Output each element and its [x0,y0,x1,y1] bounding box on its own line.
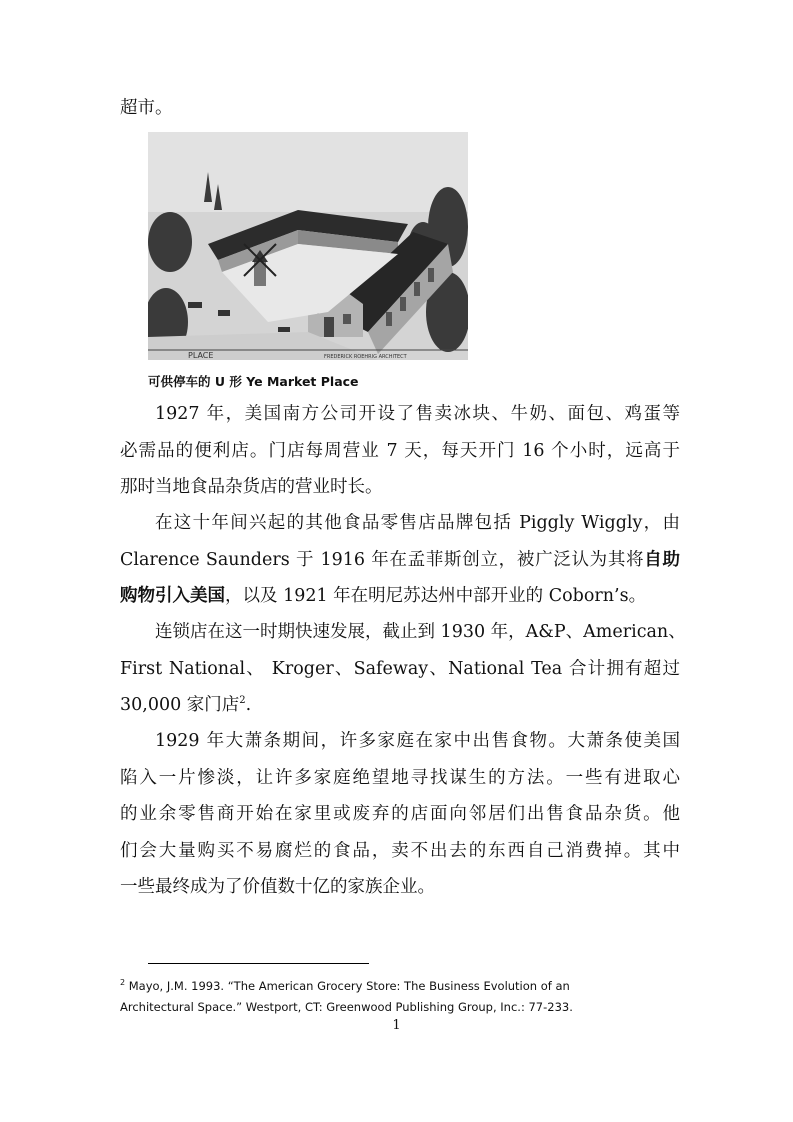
emphasis-text: 自助 [644,549,680,570]
text-line [120,687,680,724]
paragraph-4 [120,723,680,906]
footnote-text: Mayo, J.M. 1993. “The American Grocery Store: The Business Evolution of an [125,979,570,993]
text-run: Clarence Saunders 于 1916 年在孟菲斯创立，被广泛认为其将 [120,549,645,570]
footnote-reference[interactable]: 2 [239,695,246,707]
text-line: 必需品的便利店。门店每周营业 7 天，每天开门 16 个小时，远高于 [120,440,680,461]
text-line: 们会大量购买不易腐烂的食品，卖不出去的东西自己消费掉。其中 [120,840,680,861]
paragraph-1 [120,396,680,506]
text-run: ，以及 1921 年在明尼苏达州中部开业的 Coborn’s。 [225,586,647,606]
text-line [120,578,680,615]
credit-text: FREDERICK ROEHRIG ARCHITECT [324,354,407,360]
emphasis-text: 购物引入美国 [120,586,225,606]
market-place-illustration [148,132,468,360]
footnote-number: 2 [120,978,126,988]
text-line: 超市。 [120,98,173,118]
text-line [120,542,680,579]
text-line: 1927 年，美国南方公司开设了售卖冰块、牛奶、面包、鸡蛋等 [155,404,680,424]
text-line: 连锁店在这一时期快速发展，截止到 1930 年，A&P、American、 [155,622,686,642]
text-line: 那时当地食品杂货店的营业时长。 [120,477,383,497]
text-run: 30,000 家门店 [120,695,240,715]
page-number: 1 [392,1018,401,1033]
figure-caption: 可供停车的 U 形 Ye Market Place [148,374,359,389]
paragraph-2 [120,505,680,615]
text-line: 的业余零售商开始在家里或废弃的店面向邻居们出售食品杂货。他 [120,804,680,824]
footnote-line: Architectural Space.” Westport, CT: Greenwood Publishing Group, Inc.: 77-233. [120,1000,573,1014]
sign-text: PLACE [188,351,214,360]
text-run: . [245,695,252,715]
footnote-separator [148,963,369,964]
paragraph-3 [120,614,686,724]
text-line: 1929 年大萧条期间，许多家庭在家中出售食物。大萧条使美国 [155,731,680,751]
sketch-drawing [148,132,468,360]
text-line: 陷入一片惨淡，让许多家庭绝望地寻找谋生的方法。一些有进取心 [120,767,680,788]
text-line: First National、 Kroger、Safeway、National Tea 合计拥有超过 [120,658,680,679]
footnote [120,976,680,1018]
footnote-line [120,976,680,997]
text-line: 一些最终成为了价值数十亿的家族企业。 [120,877,435,897]
text-line: 在这十年间兴起的其他食品零售店品牌包括 Piggly Wiggly，由 [155,513,680,533]
continuation-text [120,90,680,127]
